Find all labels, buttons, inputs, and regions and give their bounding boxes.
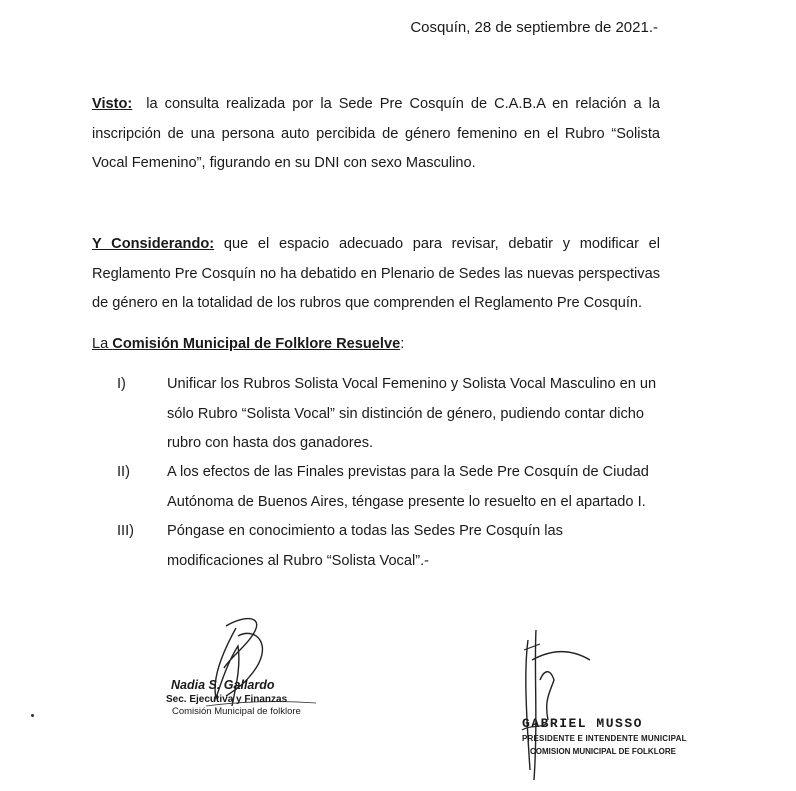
signature-scribble-right: [510, 620, 690, 791]
signer-left-org: Comisión Municipal de folklore: [172, 706, 301, 717]
signer-left-title: Sec. Ejecutiva y Finanzas: [166, 694, 288, 705]
considerando-label: Y Considerando:: [92, 236, 215, 252]
visto-text: la consulta realizada por la Sede Pre Cosquín de C.A.B.A en relación a la inscripción de una persona auto percibida de género femenino en el Rubro “Solista Vocal Femenino”, figurando en su DNI con sexo Masculino.: [92, 96, 661, 171]
signature-block-right: [510, 620, 690, 791]
visto-paragraph: [92, 90, 660, 179]
item-text: Unificar los Rubros Solista Vocal Femenino y Solista Vocal Masculino en un sólo Rubro “Solista Vocal” sin distinción de género, pudiendo contar dicho rubro con hasta dos ganadores.: [167, 376, 657, 451]
document-date: Cosquín, 28 de septiembre de 2021.-: [410, 19, 658, 36]
item-number: I): [117, 376, 126, 392]
resuelve-label: Comisión Municipal de Folklore Resuelve: [112, 336, 401, 352]
item-text: Póngase en conocimiento a todas las Sedes Pre Cosquín las modificaciones al Rubro “Solista Vocal”.-: [167, 523, 563, 569]
resuelve-prefix: La: [92, 336, 113, 352]
resuelve-heading: [92, 333, 404, 355]
considerando-paragraph: [92, 230, 660, 319]
visto-label: Visto:: [92, 96, 133, 112]
signature-block-left: [166, 606, 336, 726]
item-number: II): [117, 464, 130, 480]
signer-right-org: COMISION MUNICIPAL DE FOLKLORE: [530, 747, 676, 756]
signer-left-name: Nadia S. Gallardo: [171, 678, 275, 692]
considerando-text: que el espacio adecuado para revisar, debatir y modificar el Reglamento Pre Cosquín no ha debatido en Plenario de Sedes las nuevas perspectivas de género en la totalidad de los rubros que comprenden el Reglamento Pre Cosquín.: [92, 236, 660, 311]
item-number: III): [117, 523, 135, 539]
item-text: A los efectos de las Finales previstas para la Sede Pre Cosquín de Ciudad Autónoma de Buenos Aires, téngase presente lo resuelto en el apartado I.: [167, 464, 649, 510]
stray-mark: [31, 714, 34, 717]
signer-right-name: GABRIEL MUSSO: [522, 716, 643, 731]
signer-right-title: PRESIDENTE E INTENDENTE MUNICIPAL: [522, 734, 687, 743]
resuelve-suffix: :: [400, 336, 405, 352]
